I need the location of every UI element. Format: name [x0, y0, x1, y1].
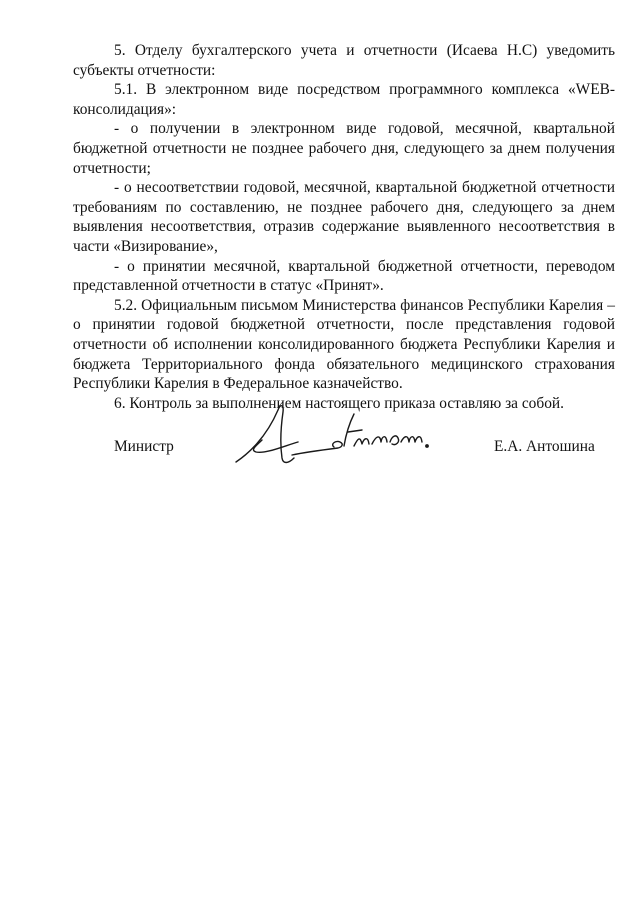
paragraph-6: 6. Контроль за выполнением настоящего приказа оставляю за собой.	[114, 394, 564, 412]
paragraph-5-1-item-receipt: - о получении в электронном виде годовой, месячной, квартальной бюджетной отчетности не позднее рабочего дня, следующего за днем получения отчетности;	[73, 120, 615, 177]
document-body	[73, 41, 615, 413]
signature-block	[0, 400, 640, 480]
paragraph-5: 5. Отделу бухгалтерского учета и отчетности (Исаева Н.С) уведомить субъекты отчетности:	[73, 42, 615, 79]
paragraph-5-1: 5.1. В электронном виде посредством программного комплекса «WEB-консолидация»:	[73, 81, 615, 118]
paragraph-5-1-item-acceptance: - о принятии месячной, квартальной бюджетной отчетности, переводом представленной отчетности в статус «Принят».	[73, 257, 615, 295]
signatory-name: Е.А. Антошина	[494, 438, 595, 455]
paragraph-5-1-item-nonconformity: - о несоответствии годовой, месячной, квартальной бюджетной отчетности требованиям по составлению, не позднее рабочего дня, следующего за днем выявления несоответствия, отразив содержание выявленного несоответствия в части «Визирование»,	[73, 179, 615, 255]
paragraph-5-2: 5.2. Официальным письмом Министерства финансов Республики Карелия – о принятии годовой бюджетной отчетности, после представления годовой отчетности об исполнении консолидированного бюджета Республики Карелия и бюджета Территориального фонда обязательного медицинского страхования Республики Карелия в Федеральное казначейство.	[73, 296, 615, 393]
signatory-title: Министр	[114, 438, 174, 455]
handwritten-signature	[226, 400, 458, 474]
